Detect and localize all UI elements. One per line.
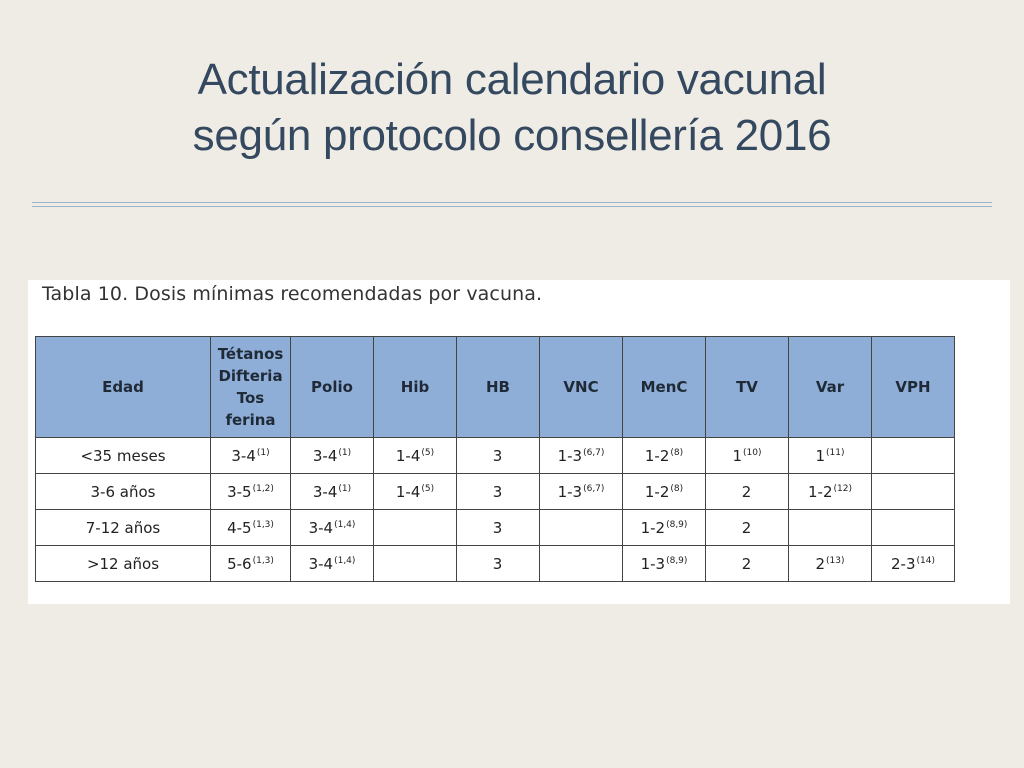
- header-vph: VPH: [872, 337, 955, 438]
- cell-tetanos: [211, 438, 291, 474]
- header-menc: MenC: [623, 337, 706, 438]
- dose-footnote: (1,2): [252, 483, 274, 494]
- vaccine-dose-table: [35, 336, 955, 582]
- dose-footnote: (1): [338, 483, 352, 494]
- dose-footnote: (1,3): [252, 519, 274, 530]
- cell-vph: [872, 510, 955, 546]
- cell-hb: [457, 474, 540, 510]
- cell-tetanos: [211, 510, 291, 546]
- cell-edad: <35 meses: [36, 438, 211, 474]
- cell-tetanos: [211, 546, 291, 582]
- table-row: [36, 474, 955, 510]
- dose-value: 1-2: [644, 446, 670, 465]
- dose-value: 2: [741, 518, 752, 537]
- cell-vnc: [540, 546, 623, 582]
- title-divider-top: [32, 202, 992, 203]
- header-tetanos: [211, 337, 291, 438]
- cell-vph: [872, 438, 955, 474]
- table-row: [36, 546, 955, 582]
- dose-footnote: (5): [421, 483, 435, 494]
- cell-vph: [872, 546, 955, 582]
- cell-hib: [374, 510, 457, 546]
- dose-value: 1-2: [808, 482, 833, 501]
- cell-polio: [291, 438, 374, 474]
- dose-value: 1: [732, 446, 743, 465]
- dose-footnote: (1): [338, 447, 352, 458]
- cell-menc: [623, 474, 706, 510]
- cell-tv: [706, 438, 789, 474]
- dose-footnote: (6,7): [583, 483, 605, 494]
- cell-tetanos: [211, 474, 291, 510]
- cell-edad: 3-6 años: [36, 474, 211, 510]
- cell-polio: [291, 546, 374, 582]
- header-tv: TV: [706, 337, 789, 438]
- dose-value: 2-3: [891, 554, 916, 573]
- header-vnc: VNC: [540, 337, 623, 438]
- header-tetanos-line-2: Difteria: [218, 367, 283, 385]
- dose-value: 3: [492, 446, 503, 465]
- table-header-row: [36, 337, 955, 438]
- table-image-panel: [28, 280, 1010, 604]
- cell-polio: [291, 474, 374, 510]
- dose-footnote: (12): [833, 483, 852, 494]
- dose-value: 1-3: [557, 446, 583, 465]
- dose-value: 3-4: [308, 554, 334, 573]
- title-divider-bottom: [32, 206, 992, 207]
- cell-tv: [706, 474, 789, 510]
- cell-tv: [706, 546, 789, 582]
- dose-footnote: (8,9): [666, 519, 688, 530]
- header-tetanos-line-1: Tétanos: [217, 345, 284, 363]
- cell-edad: 7-12 años: [36, 510, 211, 546]
- dose-value: 3: [492, 554, 503, 573]
- dose-value: 1-4: [395, 482, 421, 501]
- dose-value: 3: [492, 518, 503, 537]
- cell-vph: [872, 474, 955, 510]
- slide-title-line-1: Actualización calendario vacunal: [197, 55, 827, 104]
- dose-value: 1: [815, 446, 826, 465]
- dose-value: 2: [815, 554, 826, 573]
- cell-hb: [457, 546, 540, 582]
- header-tetanos-line-4: ferina: [225, 411, 276, 429]
- cell-var: [789, 546, 872, 582]
- cell-hib: [374, 438, 457, 474]
- cell-tv: [706, 510, 789, 546]
- cell-vnc: [540, 474, 623, 510]
- header-var: Var: [789, 337, 872, 438]
- cell-menc: [623, 510, 706, 546]
- dose-footnote: (1): [256, 447, 270, 458]
- dose-footnote: (13): [826, 555, 845, 566]
- header-hb: HB: [457, 337, 540, 438]
- dose-value: 3-4: [312, 482, 338, 501]
- dose-value: 3-5: [227, 482, 252, 501]
- cell-vnc: [540, 438, 623, 474]
- cell-vnc: [540, 510, 623, 546]
- dose-footnote: (8): [670, 483, 684, 494]
- dose-value: 2: [741, 482, 752, 501]
- header-hib: Hib: [374, 337, 457, 438]
- dose-value: 1-4: [395, 446, 421, 465]
- dose-footnote: (5): [421, 447, 435, 458]
- dose-value: 3-4: [312, 446, 338, 465]
- cell-menc: [623, 438, 706, 474]
- cell-hb: [457, 510, 540, 546]
- table-row: [36, 510, 955, 546]
- dose-value: 5-6: [227, 554, 252, 573]
- dose-footnote: (14): [916, 555, 935, 566]
- cell-edad: >12 años: [36, 546, 211, 582]
- header-tetanos-line-3: Tos: [236, 389, 265, 407]
- dose-value: 3: [492, 482, 503, 501]
- dose-value: 1-3: [640, 554, 666, 573]
- cell-hb: [457, 438, 540, 474]
- slide-title-line-2: según protocolo consellería 2016: [192, 111, 832, 160]
- cell-var: [789, 474, 872, 510]
- slide-title: [0, 52, 1024, 164]
- dose-footnote: (8,9): [666, 555, 688, 566]
- cell-menc: [623, 546, 706, 582]
- dose-footnote: (1,3): [252, 555, 274, 566]
- dose-footnote: (8): [670, 447, 684, 458]
- header-polio: Polio: [291, 337, 374, 438]
- dose-value: 2: [741, 554, 752, 573]
- table-row: [36, 438, 955, 474]
- table-caption: Tabla 10. Dosis mínimas recomendadas por vacuna.: [42, 283, 543, 305]
- dose-footnote: (1,4): [334, 519, 356, 530]
- dose-value: 4-5: [227, 518, 252, 537]
- dose-footnote: (1,4): [334, 555, 356, 566]
- dose-footnote: (10): [743, 447, 762, 458]
- cell-polio: [291, 510, 374, 546]
- dose-footnote: (6,7): [583, 447, 605, 458]
- dose-value: 1-2: [640, 518, 666, 537]
- cell-hib: [374, 474, 457, 510]
- cell-hib: [374, 546, 457, 582]
- cell-var: [789, 438, 872, 474]
- cell-var: [789, 510, 872, 546]
- header-edad: Edad: [36, 337, 211, 438]
- dose-value: 3-4: [231, 446, 256, 465]
- dose-value: 3-4: [308, 518, 334, 537]
- dose-value: 1-2: [644, 482, 670, 501]
- dose-footnote: (11): [826, 447, 845, 458]
- dose-value: 1-3: [557, 482, 583, 501]
